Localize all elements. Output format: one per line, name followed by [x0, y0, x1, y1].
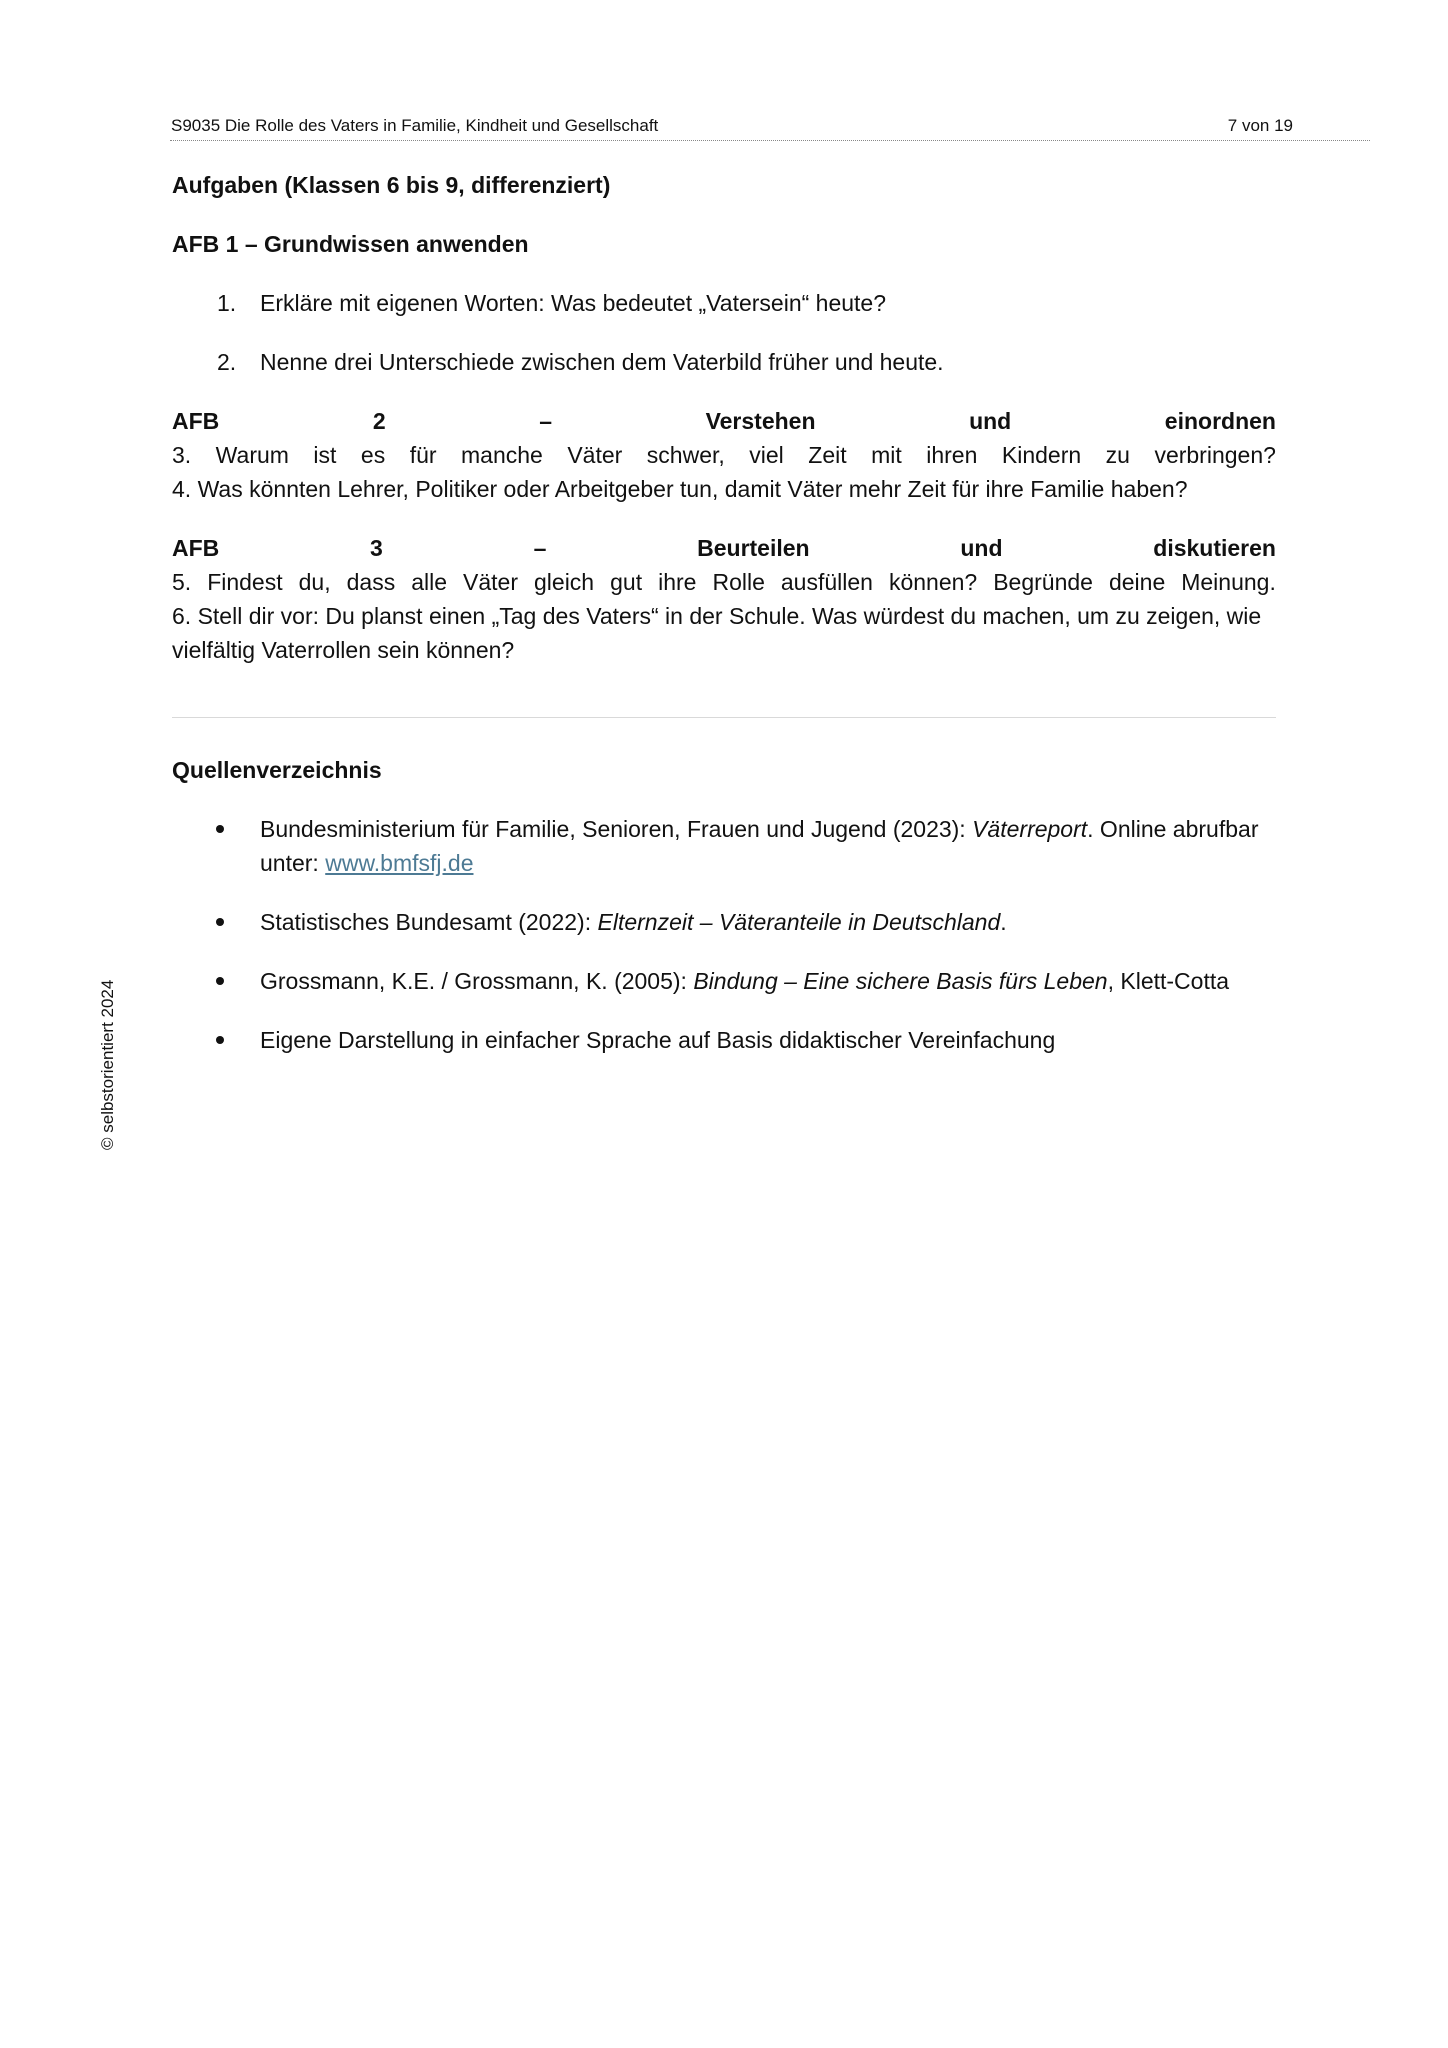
- source-text: unter:: [260, 850, 326, 876]
- afb3-title: [172, 531, 1276, 565]
- question-word: Väter: [463, 569, 518, 595]
- title-word: Beurteilen: [697, 535, 810, 561]
- question-word: Begründe: [993, 569, 1093, 595]
- question-word: deine: [1108, 569, 1166, 595]
- source-text: Bundesministerium für Familie, Senioren, Frauen und Jugend (2023):: [260, 816, 973, 842]
- page-header: [170, 114, 1370, 141]
- list-item: [172, 905, 1276, 939]
- question-word: gut: [610, 569, 643, 595]
- question-word: Rolle: [712, 569, 765, 595]
- source-title: Väterreport: [972, 816, 1088, 842]
- sources-list: [172, 812, 1276, 1057]
- question-word: für: [409, 442, 437, 468]
- question-word: alle: [411, 569, 448, 595]
- list-item: [172, 812, 1276, 880]
- source-text: . Online abrufbar: [1087, 816, 1259, 842]
- question-word: es: [360, 442, 386, 468]
- bullet-icon: [216, 825, 224, 833]
- source-title: Bindung – Eine sichere Basis fürs Leben: [693, 968, 1108, 994]
- item-number: 1.: [217, 290, 237, 316]
- afb2-section: [172, 404, 1276, 506]
- title-word: diskutieren: [1153, 535, 1276, 561]
- main-content: [172, 168, 1276, 1057]
- title-word: AFB: [172, 535, 220, 561]
- afb2-title: [172, 404, 1276, 438]
- question-word: Zeit: [808, 442, 847, 468]
- title-word: –: [533, 535, 547, 561]
- question-word: manche: [461, 442, 543, 468]
- divider: [172, 717, 1276, 718]
- afb3-question-6a: 6. Stell dir vor: Du planst einen „Tag des Vaters“ in der Schule. Was würdest du machen, um zu zeigen, wie: [172, 603, 1262, 629]
- title-word: und: [960, 535, 1003, 561]
- afb2-question-4: 4. Was könnten Lehrer, Politiker oder Arbeitgeber tun, damit Väter mehr Zeit für ihre Familie haben?: [172, 476, 1188, 502]
- item-text: Erkläre mit eigenen Worten: Was bedeutet „Vatersein“ heute?: [260, 290, 887, 316]
- copyright-note: © selbstorientiert 2024: [98, 979, 117, 1150]
- bullet-icon: [216, 918, 224, 926]
- question-word: ihre: [658, 569, 697, 595]
- question-word: Findest: [207, 569, 283, 595]
- question-word: gleich: [534, 569, 595, 595]
- question-word: Kindern: [1001, 442, 1082, 468]
- question-word: du,: [298, 569, 331, 595]
- question-word: ihren: [926, 442, 978, 468]
- list-item: [172, 964, 1276, 998]
- list-item: [172, 286, 1276, 320]
- afb3-question-6b: vielfältig Vaterrollen sein können?: [172, 637, 515, 663]
- source-text: .: [1000, 909, 1007, 935]
- item-number: 2.: [217, 349, 237, 375]
- title-word: AFB: [172, 408, 220, 434]
- source-title: Elternzeit – Väteranteile in Deutschland: [597, 909, 1001, 935]
- afb3-question-5: [172, 565, 1276, 599]
- afb2-question-3: [172, 438, 1276, 472]
- title-word: einordnen: [1164, 408, 1276, 434]
- list-item: [172, 1023, 1276, 1057]
- question-word: können?: [888, 569, 978, 595]
- source-text: Grossmann, K.E. / Grossmann, K. (2005):: [260, 968, 694, 994]
- list-item: [172, 345, 1276, 379]
- question-word: 5.: [172, 569, 192, 595]
- question-word: 3.: [172, 442, 192, 468]
- question-word: Meinung.: [1181, 569, 1276, 595]
- question-word: Väter: [567, 442, 623, 468]
- question-word: verbringen?: [1154, 442, 1276, 468]
- afb1-title: AFB 1 – Grundwissen anwenden: [172, 231, 529, 257]
- question-word: dass: [346, 569, 396, 595]
- question-word: viel: [749, 442, 784, 468]
- title-word: 2: [372, 408, 386, 434]
- bullet-icon: [216, 977, 224, 985]
- bullet-icon: [216, 1036, 224, 1044]
- item-text: Nenne drei Unterschiede zwischen dem Vaterbild früher und heute.: [260, 349, 944, 375]
- source-text: , Klett-Cotta: [1107, 968, 1230, 994]
- source-text: Eigene Darstellung in einfacher Sprache auf Basis didaktischer Vereinfachung: [260, 1027, 1056, 1053]
- title-word: und: [969, 408, 1012, 434]
- title-word: –: [539, 408, 552, 434]
- afb1-list: [172, 286, 1276, 379]
- question-word: zu: [1105, 442, 1130, 468]
- source-link[interactable]: www.bmfsfj.de: [325, 850, 474, 876]
- title-word: 3: [370, 535, 383, 561]
- title-word: Verstehen: [705, 408, 816, 434]
- sources-heading: Quellenverzeichnis: [172, 757, 382, 783]
- page-number: 7 von 19: [1227, 116, 1293, 135]
- afb3-section: [172, 531, 1276, 667]
- tasks-heading: Aufgaben (Klassen 6 bis 9, differenziert): [172, 172, 611, 198]
- header-title: S9035 Die Rolle des Vaters in Familie, Kindheit und Gesellschaft: [171, 116, 659, 135]
- question-word: mit: [871, 442, 902, 468]
- source-text: Statistisches Bundesamt (2022):: [260, 909, 598, 935]
- question-word: schwer,: [646, 442, 725, 468]
- question-word: ist: [313, 442, 337, 468]
- question-word: Warum: [215, 442, 289, 468]
- question-word: ausfüllen: [780, 569, 873, 595]
